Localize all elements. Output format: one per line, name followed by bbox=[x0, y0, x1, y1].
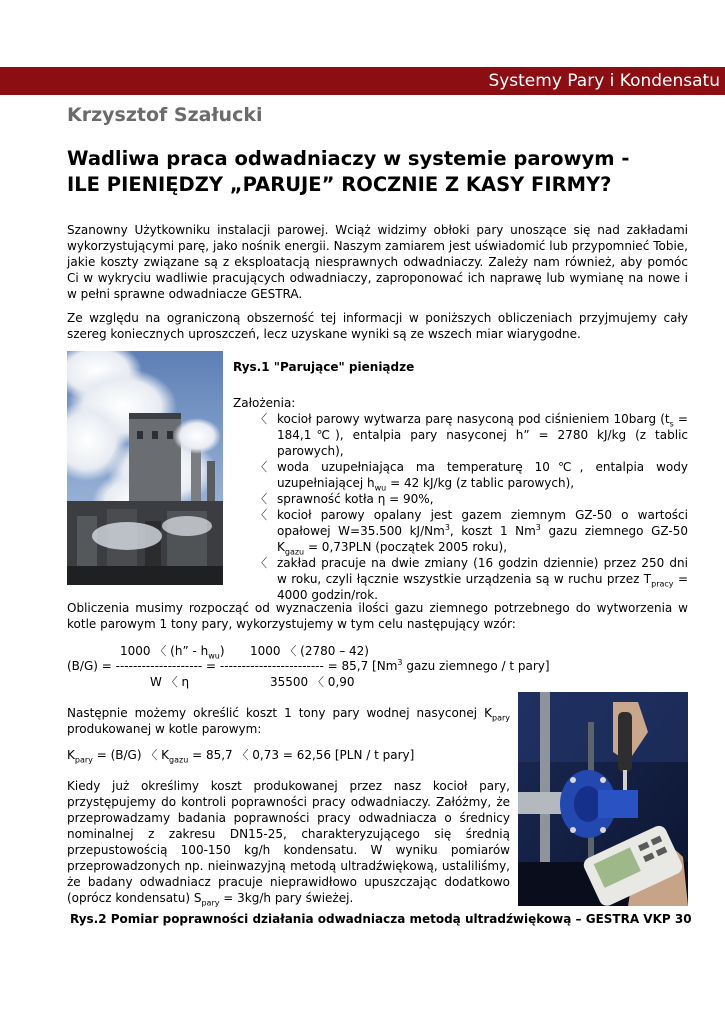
section-header-band bbox=[0, 67, 725, 95]
list-item: 〈 sprawność kotła η = 90%, bbox=[255, 492, 434, 506]
intro-paragraph-2: Ze względu na ograniczoną obszerność tej informacji w poniższych obliczeniach przyjmujemy cały szereg koniecznych uproszczeń, lecz uzyskane wyniki są ze wszech miar wiarygodne. bbox=[67, 311, 688, 341]
bullet-glyph: 〈 bbox=[255, 492, 268, 506]
bullet-glyph: 〈 bbox=[255, 412, 268, 426]
article-title bbox=[67, 146, 697, 198]
title-line-1: Wadliwa praca odwadniaczy w systemie parowym - bbox=[67, 147, 630, 170]
formula-main-line: (B/G) = -------------------- = ------------------------ = 85,7 [Nm$^3$ gazu ziemnego / t pary] bbox=[67, 658, 550, 673]
calculation-intro: Obliczenia musimy rozpocząć od wyznaczenia ilości gazu ziemnego potrzebnego do wytworzenia w kotle parowym 1 tony pary, wykorzystujemy w tym celu następujący wzór: bbox=[67, 601, 688, 631]
list-item: 〈 kocioł parowy wytwarza parę nasyconą pod ciśnieniem 10barg ($t_s$ = 184,1℃), entalpia pary nasyconej h” = 2780 kJ/kg (z tablic parowych), bbox=[255, 412, 688, 458]
assumptions-list bbox=[233, 411, 688, 603]
intro-paragraph-1: Szanowny Użytkowniku instalacji parowej. Wciąż widzimy obłoki pary unoszące się nad zakładami wykorzystującymi parę, jako nośnik energii. Naszym zamiarem jest uświadomić lub przypomnieć Tobie, jakie koszty związane są z eksploatacją niesprawnych odwadniaczy. Zależy nam również, aby pomóc Ci w wykryciu wadliwie pracujących odwadniaczy, zaproponować ich naprawę lub wymianę na nowe i w pełni sprawne odwadniacze GESTRA. bbox=[67, 223, 688, 301]
bullet-glyph: 〈 bbox=[255, 556, 268, 570]
list-item: 〈 woda uzupełniająca ma temperaturę 10℃, entalpia wody uzupełniającej $h_{wu} = 42$ kJ/kg (z tablic parowych), bbox=[255, 460, 688, 493]
list-item: 〈 kocioł parowy opalany jest gazem ziemnym GZ-50 o wartości opałowej W=35.500 kJ/Nm$^3$, koszt 1 Nm$^3$ gazu ziemnego GZ-50 $K_{gazu} = 0,73PLN$ (początek 2005 roku), bbox=[255, 508, 688, 557]
assumptions-heading: Założenia: bbox=[233, 396, 296, 410]
formula-numerator: 1000 〈 (h” - $h_{wu}$) bbox=[120, 644, 225, 661]
list-item: 〈 zakład pracuje na dwie zmiany (16 godzin dziennie) przez 250 dni w roku, czyli łącznie wszystkie urządzenia są w ruchu przez $T_{pracy} = 4000$ godzin/rok. bbox=[255, 556, 688, 602]
ultrasonic-measurement-photo bbox=[518, 692, 688, 906]
bullet-glyph: 〈 bbox=[255, 460, 268, 474]
steam-cost-formula: $K_{pary} = (B/G)$ 〈 $K_{gazu} = 85,7$ 〈 0,73 = 62,56 [PLN / t pary] bbox=[67, 748, 415, 765]
steam-trap-test-paragraph: Kiedy już określimy koszt produkowanej przez nasz kocioł pary, przystępujemy do kontroli poprawności pracy odwadniaczy. Załóżmy, że przeprowadzamy badania poprawności pracy odwadniacza o średnicy nominalnej z zakresu DN15-25, charakteryzującego się średnią przepustowością 100-150 kg/h kondensatu. W wyniku pomiarów przeprowadzonych np. nieinwazyjną metodą ultradźwiękową, ustaliliśmy, że badany odwadniacz pracuje nieprawidłowo upuszczając dodatkowo (oprócz kondensatu) $S_{pary} = 3kg/h$ pary świeżej. bbox=[67, 779, 510, 908]
figure-2-caption: Rys.2 Pomiar poprawności działania odwadniacza metodą ultradźwiękową – GESTRA VKP 30 bbox=[70, 912, 692, 926]
figure-1-caption: Rys.1 "Parujące" pieniądze bbox=[233, 360, 415, 374]
bullet-glyph: 〈 bbox=[255, 508, 268, 522]
steam-cost-paragraph: Następnie możemy określić koszt 1 tony pary wodnej nasyconej $K_{pary}$ produkowanej w kotle parowym: bbox=[67, 706, 510, 736]
formula-denominator-values: 35500 〈 0,90 bbox=[270, 675, 355, 689]
section-title: Systemy Pary i Kondensatu bbox=[488, 71, 720, 91]
author-name: Krzysztof Szałucki bbox=[67, 104, 263, 126]
formula-denominator: W 〈 η bbox=[150, 675, 190, 689]
title-line-2: ILE PIENIĘDZY „PARUJE” ROCZNIE Z KASY FIRMY? bbox=[67, 173, 612, 196]
factory-steam-photo bbox=[67, 351, 223, 585]
formula-numerator-values: 1000 〈 (2780 – 42) bbox=[250, 644, 369, 658]
